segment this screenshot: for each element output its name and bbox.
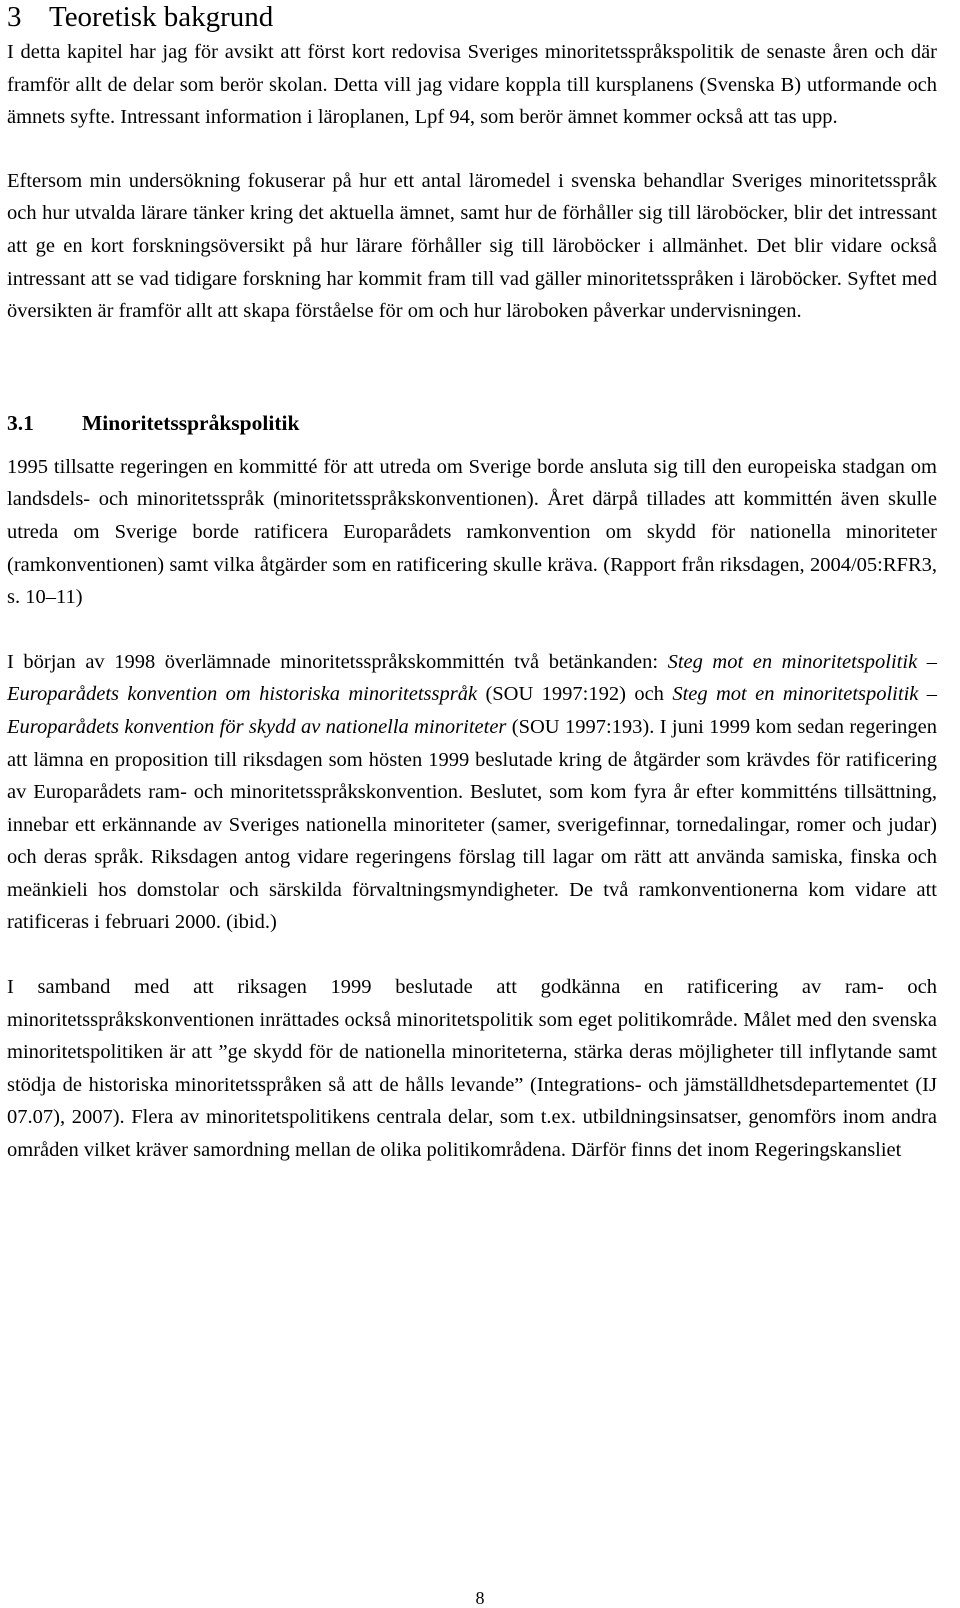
section-paragraph-1: 1995 tillsatte regeringen en kommitté för att utreda om Sverige borde ansluta sig till den europeiska stadgan om landsdels- och minoritetsspråk (minoritetsspråkskonventionen). Året därpå tillades att kommittén även skulle utreda om Sverige borde ratificera Europarådets ramkonvention om skydd för nationella minoriteter (ramkonventionen) samt vilka åtgärder som en ratificering skulle kräva. (Rapport från riksdagen, 2004/05:RFR3, s. 10–11) [7,455,937,609]
section-paragraph-2 [7,646,937,939]
document-page [7,0,937,1167]
chapter-title: Teoretisk bakgrund [49,1,274,33]
section-number: 3.1 [7,410,34,435]
paragraph-text: I början av 1998 överlämnade minoritetsspråkskommittén två betänkanden: [7,650,668,673]
section-title: Minoritetsspråkspolitik [82,410,300,435]
section-heading [7,407,937,439]
intro-paragraph-2: Eftersom min undersökning fokuserar på hur ett antal läromedel i svenska behandlar Sveriges minoritetsspråk och hur utvalda lärare tänker kring det aktuella ämnet, samt hur de förhåller sig till läroböcker, blir det intressant att ge en kort forskningsöversikt på hur lärare förhåller sig till läroböcker i allmänhet. Det blir vidare också intressant att se vad tidigare forskning har kommit fram till vad gäller minoritetsspråken i läroböcker. Syftet med översikten är framför allt att skapa förståelse för om och hur läroboken påverkar undervisningen. [7,169,937,323]
section-paragraph-3: I samband med att riksagen 1999 beslutade att godkänna en ratificering av ram- och minoritetsspråkskonventionen inrättades också minoritetspolitik som eget politikområde. Målet med den svenska minoritetspolitiken är att ”ge skydd för de nationella minoriteterna, stärka deras möjligheter till inflytande samt stödja de historiska minoritetsspråken så att de hålls levande” (Integrations- och jämställdhetsdepartementet (IJ 07.07), 2007). Flera av minoritetspolitikens centrala delar, som t.ex. utbildningsinsatser, genomförs inom andra områden vilket kräver samordning mellan de olika politikområdena. Därför finns det inom Regeringskansliet [7,976,937,1162]
paragraph-text: (SOU 1997:193). I juni 1999 kom sedan regeringen att lämna en proposition till riksdagen som hösten 1999 beslutade kring de åtgärder som krävdes för ratificering av Europarådets ram- och minoritetsspråkskonvention. Beslutet, som kom fyra år efter kommitténs tillsättning, innebar ett erkännande av Sveriges nationella minoriteter (samer, sverigefinnar, tornedalingar, romer och judar) och deras språk. Riksdagen antog vidare regeringens förslag till lagar om rätt att använda samiska, finska och meänkieli hos domstolar och särskilda förvaltningsmyndigheter. De två ramkonventionerna kom vidare att ratificeras i februari 2000. (ibid.) [7,715,937,934]
report-title-2: Steg mot en minoritetspolitik – Europarådets konvention för skydd av nationella minoriteter [7,683,937,738]
chapter-number: 3 [7,1,22,33]
paragraph-text: (SOU 1997:192) och [477,683,673,706]
report-title-1: Steg mot en minoritetspolitik – Europarådets konvention om historiska minoritetsspråk [7,650,937,706]
page-number: 8 [475,1588,485,1608]
intro-paragraph-1: I detta kapitel har jag för avsikt att först kort redovisa Sveriges minoritetsspråkspolitik de senaste åren och där framför allt de delar som berör skolan. Detta vill jag vidare koppla till kursplanens (Svenska B) utformande och ämnets syfte. Intressant information i läroplanen, Lpf 94, som berör ämnet kommer också att tas upp. [7,41,937,129]
chapter-heading [7,0,937,36]
